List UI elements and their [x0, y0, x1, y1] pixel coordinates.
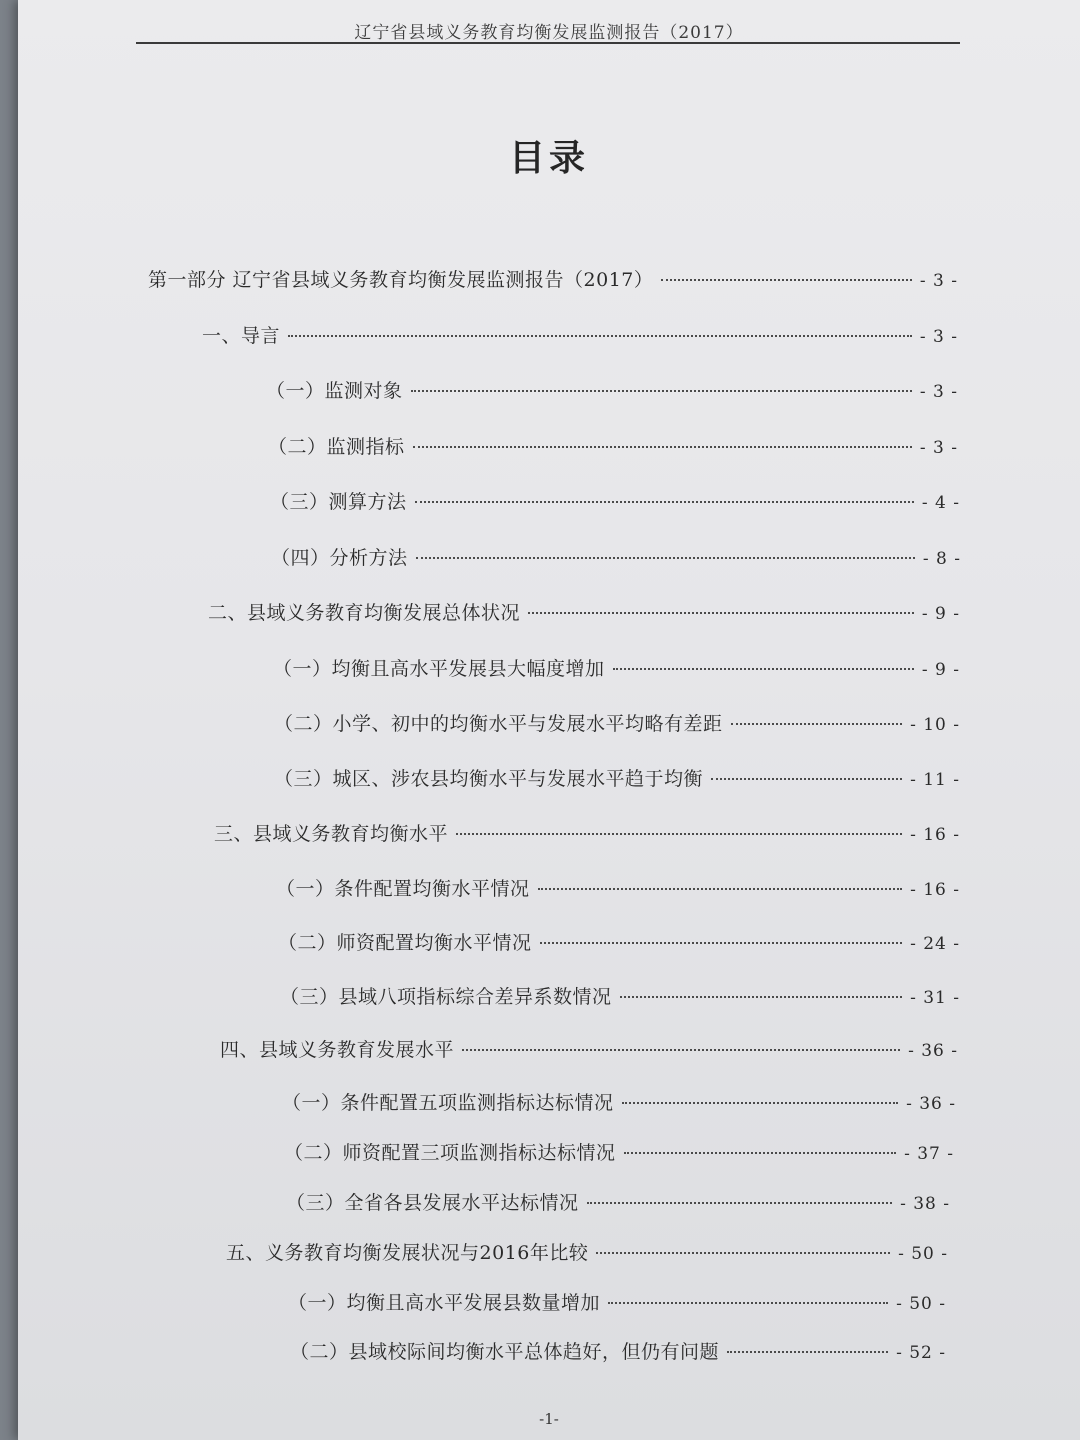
toc-leader-dots: [462, 1049, 900, 1051]
toc-leader-dots: [415, 501, 914, 503]
toc-entry-label: 二、县域义务教育均衡发展总体状况: [208, 602, 521, 624]
toc-entry-page: - 3 -: [919, 327, 958, 347]
toc-entry-page: - 8 -: [922, 549, 961, 569]
toc-entry: [148, 265, 958, 295]
toc-entry-label: （一）均衡且高水平发展县数量增加: [288, 1292, 601, 1314]
toc-entry: [278, 928, 960, 958]
toc-entry-label: （二）县域校际间均衡水平总体趋好，但仍有问题: [290, 1341, 720, 1363]
toc-entry: [286, 1188, 950, 1218]
toc-entry: [284, 1138, 954, 1168]
toc-entry: [282, 1088, 956, 1118]
toc-entry-label: （一）均衡且高水平发展县大幅度增加: [273, 658, 605, 680]
toc-entry: [274, 709, 960, 739]
toc-leader-dots: [596, 1252, 890, 1254]
toc-entry-page: - 31 -: [910, 988, 960, 1008]
toc-leader-dots: [731, 723, 903, 725]
toc-entry-page: - 50 -: [896, 1294, 946, 1314]
toc-entry-page: - 36 -: [906, 1094, 956, 1114]
header-rule: [136, 42, 960, 44]
toc-entry: [276, 874, 960, 904]
toc-entry-label: （三）城区、涉农县均衡水平与发展水平趋于均衡: [274, 768, 704, 790]
toc-entry-label: （三）县域八项指标综合差异系数情况: [280, 986, 612, 1008]
toc-entry: [274, 764, 960, 794]
toc-entry: [208, 598, 960, 628]
toc-entry-page: - 50 -: [898, 1244, 948, 1264]
running-header: 辽宁省县域义务教育均衡发展监测报告（2017）: [354, 23, 744, 43]
toc-entry-page: - 52 -: [896, 1343, 946, 1363]
toc-leader-dots: [540, 942, 903, 944]
toc-entry-page: - 3 -: [919, 271, 958, 291]
toc-leader-dots: [711, 778, 902, 780]
toc-leader-dots: [608, 1302, 888, 1304]
toc-entry: [226, 1238, 948, 1268]
toc-entry-page: - 11 -: [910, 770, 960, 790]
toc-entry: [220, 1035, 958, 1065]
document-page: [18, 0, 1080, 1440]
toc-leader-dots: [727, 1351, 888, 1353]
toc-entry: [290, 1337, 946, 1367]
toc-entry: [273, 654, 960, 684]
page-number: -1-: [539, 1410, 559, 1428]
toc-entry: [271, 543, 961, 573]
toc-entry-label: 四、县域义务教育发展水平: [220, 1039, 455, 1061]
toc-leader-dots: [538, 888, 903, 890]
toc-leader-dots: [416, 557, 915, 559]
toc-entry-label: （二）监测指标: [268, 436, 405, 458]
toc-entry-page: - 16 -: [910, 825, 960, 845]
toc-entry-label: 五、义务教育均衡发展状况与2016年比较: [226, 1242, 589, 1264]
toc-entry-page: - 4 -: [921, 493, 960, 513]
toc-leader-dots: [622, 1102, 899, 1104]
toc-entry: [280, 982, 960, 1012]
toc-leader-dots: [288, 335, 912, 337]
toc-leader-dots: [613, 668, 914, 670]
toc-entry: [288, 1288, 946, 1318]
toc-entry-page: - 10 -: [910, 715, 960, 735]
toc-entry-page: - 37 -: [904, 1144, 954, 1164]
toc-entry-page: - 9 -: [921, 604, 960, 624]
toc-leader-dots: [661, 279, 911, 281]
toc-entry: [268, 432, 958, 462]
toc-leader-dots: [624, 1152, 897, 1154]
toc-entry-label: （一）条件配置均衡水平情况: [276, 878, 530, 900]
toc-leader-dots: [456, 833, 902, 835]
toc-entry-label: （二）师资配置三项监测指标达标情况: [284, 1142, 616, 1164]
toc-leader-dots: [620, 996, 903, 998]
toc-entry-page: - 38 -: [900, 1194, 950, 1214]
toc-entry: [266, 376, 958, 406]
toc-entry-page: - 36 -: [908, 1041, 958, 1061]
toc-leader-dots: [587, 1202, 893, 1204]
toc-entry: [270, 487, 960, 517]
toc-entry-page: - 24 -: [910, 934, 960, 954]
toc-entry-page: - 9 -: [921, 660, 960, 680]
toc-entry-page: - 3 -: [919, 382, 958, 402]
toc-entry-label: 第一部分 辽宁省县域义务教育均衡发展监测报告（2017）: [148, 269, 654, 291]
toc-entry-label: （二）师资配置均衡水平情况: [278, 932, 532, 954]
toc-entry-label: （三）全省各县发展水平达标情况: [286, 1192, 579, 1214]
toc-entry-label: （二）小学、初中的均衡水平与发展水平均略有差距: [274, 713, 723, 735]
toc-entry: [214, 819, 960, 849]
toc-entry: [202, 321, 958, 351]
toc-entry-label: 三、县域义务教育均衡水平: [214, 823, 449, 845]
toc-entry-page: - 16 -: [910, 880, 960, 900]
toc-entry-label: （三）测算方法: [270, 491, 407, 513]
toc-entry-label: 一、导言: [202, 325, 281, 347]
toc-entry-label: （四）分析方法: [271, 547, 408, 569]
toc-entry-label: （一）监测对象: [266, 380, 403, 402]
toc-leader-dots: [528, 612, 914, 614]
toc-title: 目录: [508, 137, 589, 179]
toc-leader-dots: [411, 390, 912, 392]
toc-entry-label: （一）条件配置五项监测指标达标情况: [282, 1092, 614, 1114]
toc-leader-dots: [413, 446, 912, 448]
toc-entry-page: - 3 -: [919, 438, 958, 458]
